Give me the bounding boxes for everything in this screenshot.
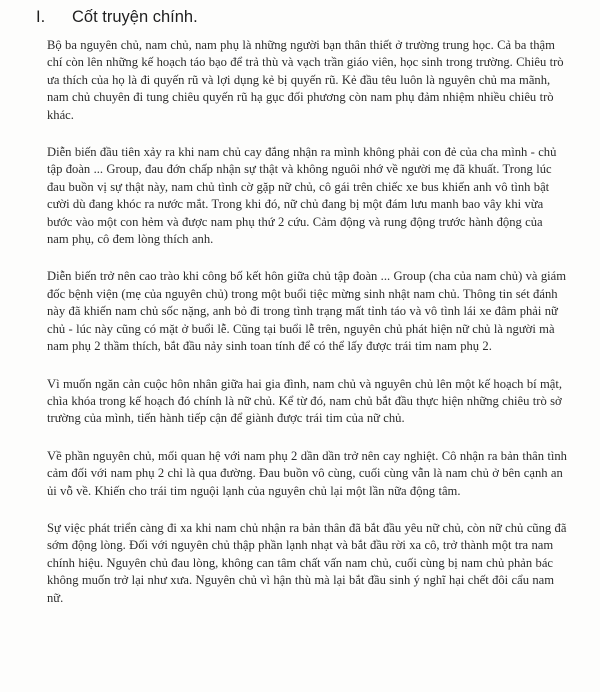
document-body [47, 37, 567, 627]
paragraph-2: Diễn biến đầu tiên xảy ra khi nam chủ cay đắng nhận ra mình không phải con đẻ của cha mình - chủ tập đoàn ... Group, đau đớn chấp nhận sự thật và không nguôi nhớ về người mẹ đã khuất. Trong lúc đau buồn vị sự thật này, nam chủ tình cờ gặp nữ chủ, cô gái trên chiếc xe bus khiến anh vô tình bật cười dù đang khóc ra nước mắt. Trong khi đó, nữ chủ đang bị một đám lưu manh bao vây khi vừa bước vào một con hẻm và được nam phụ thứ 2 cứu. Cảm động và rung động trước hành động của nam phụ, cô đem lòng thích anh. [47, 145, 557, 247]
section-heading [36, 8, 198, 27]
paragraph-5: Về phần nguyên chủ, mối quan hệ với nam phụ 2 dần dần trở nên cay nghiệt. Cô nhận ra bản thân tình cảm đối với nam phụ 2 chỉ là qua đường. Đau buồn vô cùng, cuối cùng vẫn là nam chủ ở bên cạnh an ủi vỗ về. Khiến cho trái tim nguội lạnh của nguyên chủ lại một lần nữa động tâm. [47, 448, 567, 498]
paragraph-6: Sự việc phát triển càng đi xa khi nam chủ nhận ra bản thân đã bắt đầu yêu nữ chủ, còn nữ chủ cũng đã sớm động lòng. Đối với nguyên chủ thập phần lạnh nhạt và bắt đầu rời xa cô, trở thành một tra nam chính hiệu. Nguyên chủ đau lòng, không can tâm chất vấn nam chủ, cuối cùng bị nam chủ phản bác không muốn trở lại như xưa. Nguyên chủ vì hận thù mà lại bắt đầu sinh ý nghĩ hại chết đôi cẩu nam nữ. [47, 520, 567, 605]
section-title: Cốt truyện chính. [72, 8, 198, 26]
paragraph-3: Diễn biến trở nên cao trào khi công bố kết hôn giữa chủ tập đoàn ... Group (cha của nam chủ) và giám đốc bệnh viện (mẹ của nguyên chủ) trong một buổi tiệc mừng sinh nhật nam chủ. Thông tin sét đánh này đã khiến nam chủ sốc nặng, anh bỏ đi trong tình trạng mất tỉnh táo và vô tình lái xe đâm phải nữ chủ - lúc này cũng có mặt ở buổi lễ. Cũng tại buổi lễ trên, nguyên chủ phát hiện nữ chủ là người mà nam phụ 2 thầm thích, bắt đầu nảy sinh toan tính để có thể lấy được trái tim nam phụ 2. [47, 269, 567, 354]
paragraph-1: Bộ ba nguyên chủ, nam chủ, nam phụ là những người bạn thân thiết ở trường trung học. Cả ba thậm chí còn lên những kế hoạch táo bạo để trả thù và vạch trần giáo viên, học sinh trong trường. Chiêu trò ưa thích của họ là đi quyến rũ và lợi dụng kẻ bị quyến rũ. Kẻ đầu têu luôn là nguyên chủ ma mãnh, nam chủ chuyên đi tung chiêu quyến rũ hạ gục đối phương còn nam phụ đảm nhiệm nhiều chiêu trò khác. [47, 38, 564, 122]
paragraph-4: Vì muốn ngăn cản cuộc hôn nhân giữa hai gia đình, nam chủ và nguyên chủ lên một kế hoạch bí mật, chìa khóa trong kế hoạch đó chính là nữ chủ. Kể từ đó, nam chủ bắt đầu thực hiện những chiêu trò sở trường của mình, tiến hành tiếp cận để giành được trái tim của nữ chủ. [47, 376, 562, 426]
section-number: I. [36, 8, 46, 26]
